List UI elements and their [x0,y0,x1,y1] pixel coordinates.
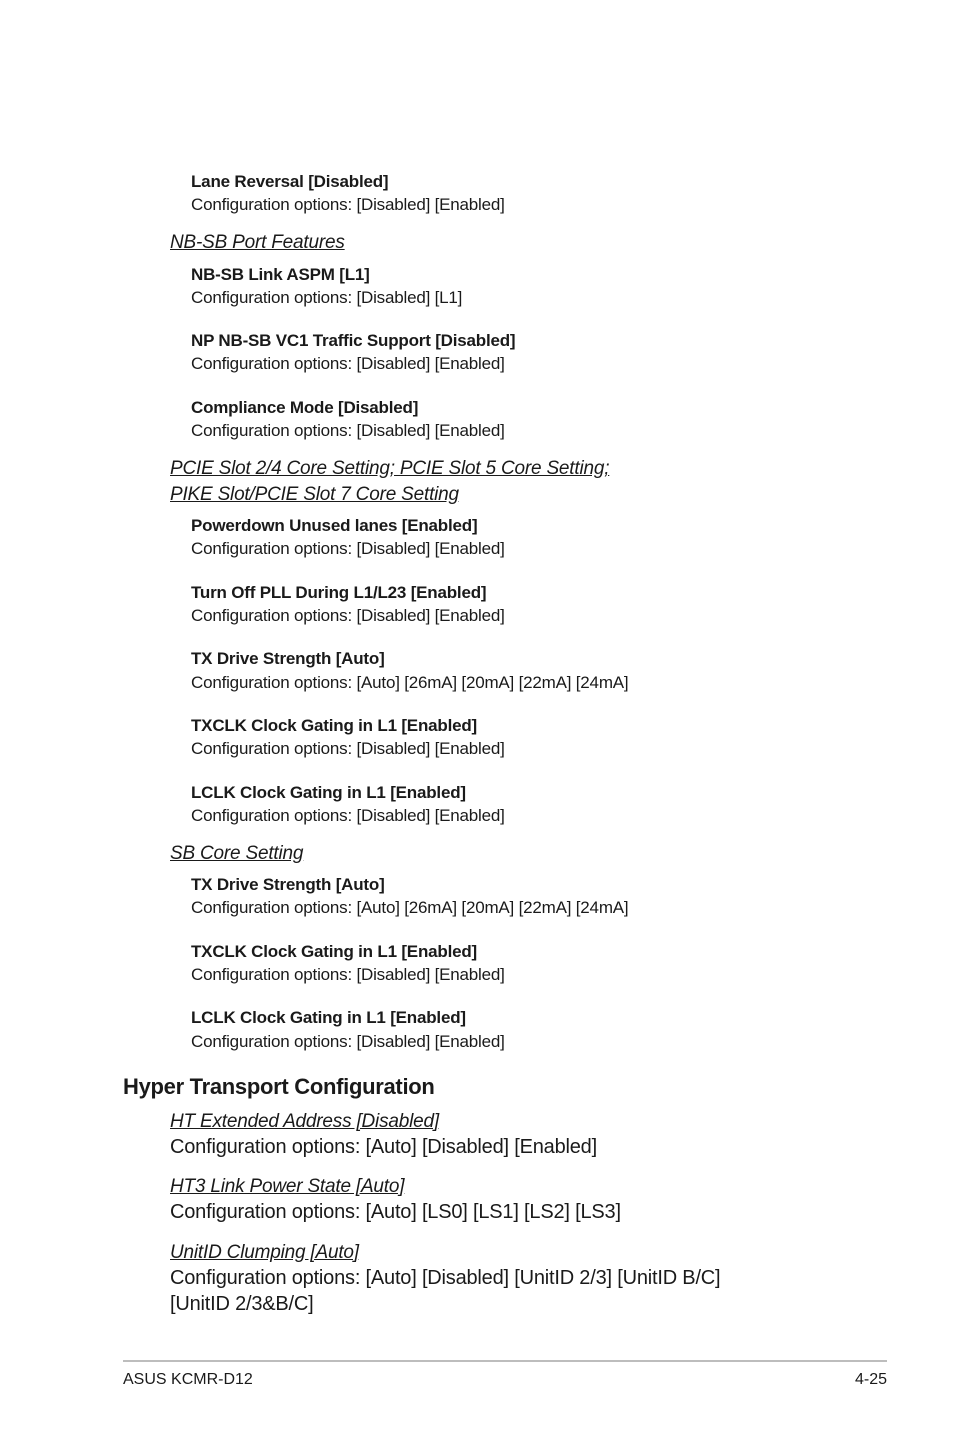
ht-item-title-extended-address: HT Extended Address [Disabled] [170,1111,439,1132]
item-title-compliance-mode: Compliance Mode [Disabled] [191,398,419,417]
ht-item-title-unitid-clumping: UnitID Clumping [Auto] [170,1242,359,1263]
item-title-txclk-gating-pcie: TXCLK Clock Gating in L1 [Enabled] [191,716,477,735]
section-heading-hyper-transport: Hyper Transport Configuration [123,1074,435,1099]
item-title-powerdown-unused-lanes: Powerdown Unused lanes [Enabled] [191,516,478,535]
item-title-txclk-gating-sb: TXCLK Clock Gating in L1 [Enabled] [191,942,477,961]
item-title-nb-sb-link-aspm: NB-SB Link ASPM [L1] [191,265,370,284]
item-options-tx-drive-strength-sb: Configuration options: [Auto] [26mA] [20mA] [22mA] [24mA] [191,898,629,917]
ht-item-options-unitid-clumping-line2: [UnitID 2/3&B/C] [170,1293,314,1315]
item-title-lclk-gating-pcie: LCLK Clock Gating in L1 [Enabled] [191,783,466,802]
item-options-tx-drive-strength-pcie: Configuration options: [Auto] [26mA] [20mA] [22mA] [24mA] [191,673,629,692]
item-title-lclk-gating-sb: LCLK Clock Gating in L1 [Enabled] [191,1008,466,1027]
item-title-tx-drive-strength-sb: TX Drive Strength [Auto] [191,875,385,894]
item-options-txclk-gating-sb: Configuration options: [Disabled] [Enabled] [191,965,505,984]
item-options-txclk-gating-pcie: Configuration options: [Disabled] [Enabled] [191,739,505,758]
subheading-sb-core-setting: SB Core Setting [170,843,304,864]
footer-product-name: ASUS KCMR-D12 [123,1371,253,1388]
ht-item-options-link-power-state: Configuration options: [Auto] [LS0] [LS1] [LS2] [LS3] [170,1201,621,1223]
ht-item-options-unitid-clumping-line1: Configuration options: [Auto] [Disabled] [UnitID 2/3] [UnitID B/C] [170,1267,721,1289]
footer-rule [123,1360,887,1362]
subheading-pcie-slot-core-setting-line1: PCIE Slot 2/4 Core Setting; PCIE Slot 5 Core Setting; [170,458,610,479]
subheading-pcie-slot-core-setting-line2: PIKE Slot/PCIE Slot 7 Core Setting [170,484,459,505]
item-title-turn-off-pll: Turn Off PLL During L1/L23 [Enabled] [191,583,487,602]
item-options-compliance-mode: Configuration options: [Disabled] [Enabled] [191,421,505,440]
item-title-np-nb-sb-vc1: NP NB-SB VC1 Traffic Support [Disabled] [191,331,516,350]
ht-item-options-extended-address: Configuration options: [Auto] [Disabled] [Enabled] [170,1136,597,1158]
item-options-np-nb-sb-vc1: Configuration options: [Disabled] [Enabled] [191,354,505,373]
item-options-lane-reversal: Configuration options: [Disabled] [Enabled] [191,195,505,214]
item-options-powerdown-unused-lanes: Configuration options: [Disabled] [Enabled] [191,539,505,558]
item-options-turn-off-pll: Configuration options: [Disabled] [Enabled] [191,606,505,625]
footer-page-number: 4-25 [854,1371,887,1388]
item-options-lclk-gating-sb: Configuration options: [Disabled] [Enabled] [191,1032,505,1051]
subheading-nb-sb-port-features: NB-SB Port Features [170,232,345,253]
ht-item-title-link-power-state: HT3 Link Power State [Auto] [170,1176,405,1197]
item-title-tx-drive-strength-pcie: TX Drive Strength [Auto] [191,649,385,668]
item-options-nb-sb-link-aspm: Configuration options: [Disabled] [L1] [191,288,463,307]
item-title-lane-reversal: Lane Reversal [Disabled] [191,172,389,191]
item-options-lclk-gating-pcie: Configuration options: [Disabled] [Enabled] [191,806,505,825]
